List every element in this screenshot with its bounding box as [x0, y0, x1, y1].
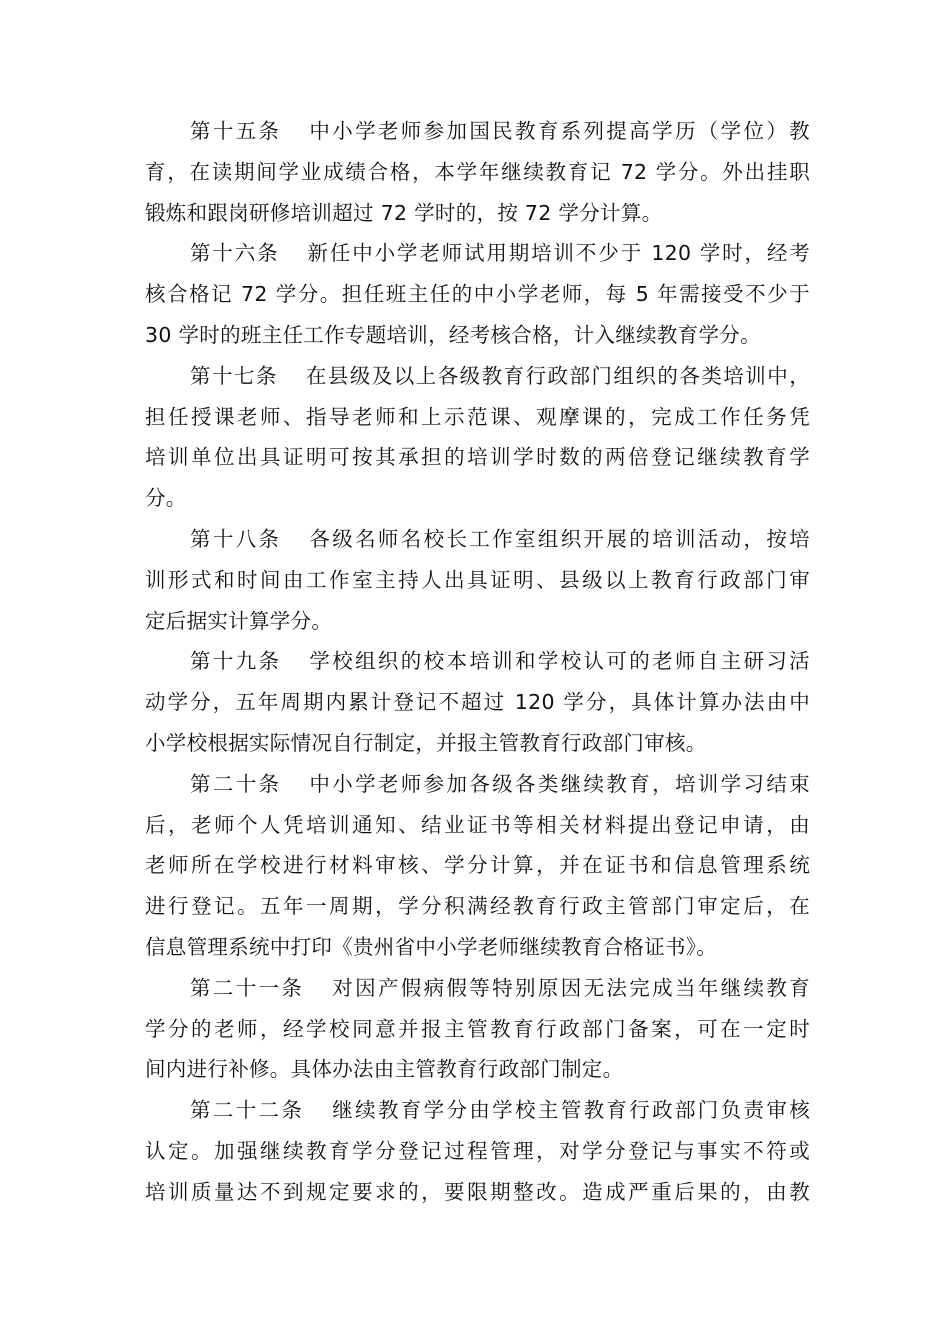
- article-line: [145, 519, 810, 560]
- article-line-text: 小学校根据实际情况自行制定，并报主管教育行政部门审核。: [145, 730, 707, 755]
- article-line: [145, 1172, 810, 1213]
- article-line-text: 后，老师个人凭培训通知、结业证书等相关材料提出登记申请，由: [145, 812, 810, 837]
- article-line-text: 学分的老师，经学校同意并报主管教育行政部门备案，可在一定时: [145, 1016, 810, 1041]
- article-line-text: 训形式和时间由工作室主持人出具证明、县级以上教育行政部门审: [145, 567, 810, 592]
- article-line: [145, 764, 810, 805]
- article-line-text: 老师所在学校进行材料审核、学分计算，并在证书和信息管理系统: [145, 853, 810, 878]
- article-line-text: 在县级及以上各级教育行政部门组织的各类培训中，: [305, 363, 811, 388]
- article-line-text: 定后据实计算学分。: [145, 608, 333, 633]
- article-line-text: 30 学时的班主任工作专题培训，经考核合格，计入继续教育学分。: [145, 322, 761, 347]
- document-page: [145, 111, 810, 1213]
- article-line: [145, 315, 810, 356]
- article-line-text: 间内进行补修。具体办法由主管教育行政部门制定。: [145, 1057, 624, 1082]
- article-line-text: 继续教育学分由学校主管教育行政部门负责审核: [332, 1098, 810, 1123]
- article-line: [145, 193, 810, 234]
- article-number: 第十七条: [190, 363, 278, 388]
- article-paragraph: [145, 233, 810, 355]
- article-paragraph: [145, 641, 810, 763]
- article-line-text: 中小学老师参加各级各类继续教育，培训学习结束: [309, 771, 810, 796]
- article-line: [145, 1090, 810, 1131]
- article-paragraph: [145, 356, 810, 519]
- article-line-text: 锻炼和跟岗研修培训超过 72 学时的，按 72 学分计算。: [145, 200, 663, 225]
- article-line-text: 各级名师名校长工作室组织开展的培训活动，按培: [309, 526, 810, 551]
- article-line: [145, 968, 810, 1009]
- article-paragraph: [145, 764, 810, 968]
- article-line: [145, 397, 810, 438]
- article-line-text: 分。: [145, 486, 187, 511]
- article-number: 第二十条: [190, 771, 282, 796]
- article-line-text: 担任授课老师、指导老师和上示范课、观摩课的，完成工作任务凭: [145, 404, 810, 429]
- article-line: [145, 886, 810, 927]
- article-line: [145, 233, 810, 274]
- article-number: 第十五条: [190, 119, 282, 143]
- article-number: 第二十二条: [190, 1098, 305, 1123]
- article-line-text: 进行登记。五年一周期，学分积满经教育行政主管部门审定后，在: [145, 894, 810, 919]
- article-paragraph: [145, 111, 810, 233]
- article-line-text: 中小学老师参加国民教育系列提高学历（学位）教: [309, 119, 810, 143]
- article-line: [145, 805, 810, 846]
- article-paragraph: [145, 519, 810, 641]
- article-number: 第二十一条: [190, 975, 305, 1000]
- article-line: [145, 274, 810, 315]
- article-line-text: 育，在读期间学业成绩合格，本学年继续教育记 72 学分。外出挂职: [145, 159, 810, 184]
- article-line-text: 新任中小学老师试用期培训不少于 120 学时，经考: [307, 241, 810, 266]
- article-line: [145, 601, 810, 642]
- article-line-text: 学校组织的校本培训和学校认可的老师自主研习活: [309, 649, 810, 674]
- article-line: [145, 682, 810, 723]
- article-line: [145, 1131, 810, 1172]
- article-line: [145, 152, 810, 193]
- article-line-text: 培训质量达不到规定要求的，要限期整改。造成严重后果的，由教: [145, 1179, 810, 1204]
- article-line-text: 培训单位出具证明可按其承担的培训学时数的两倍登记继续教育学: [145, 445, 810, 470]
- article-number: 第十九条: [190, 649, 282, 674]
- article-line: [145, 356, 810, 397]
- article-line: [145, 641, 810, 682]
- article-line-text: 信息管理系统中打印《贵州省中小学老师继续教育合格证书》。: [145, 934, 718, 959]
- article-line: [145, 927, 810, 968]
- article-line-text: 动学分，五年周期内累计登记不超过 120 学分，具体计算办法由中: [145, 690, 810, 715]
- article-number: 第十六条: [190, 241, 280, 266]
- article-line: [145, 478, 810, 519]
- article-line: [145, 1049, 810, 1090]
- article-paragraph: [145, 968, 810, 1090]
- article-line: [145, 560, 810, 601]
- article-line: [145, 111, 810, 152]
- article-line: [145, 437, 810, 478]
- article-line: [145, 845, 810, 886]
- article-number: 第十八条: [190, 526, 282, 551]
- article-line: [145, 723, 810, 764]
- article-line-text: 对因产假病假等特别原因无法完成当年继续教育: [332, 975, 810, 1000]
- article-line-text: 认定。加强继续教育学分登记过程管理，对学分登记与事实不符或: [145, 1138, 810, 1163]
- article-line: [145, 1009, 810, 1050]
- article-paragraph: [145, 1090, 810, 1212]
- article-line-text: 核合格记 72 学分。担任班主任的中小学老师，每 5 年需接受不少于: [145, 282, 810, 307]
